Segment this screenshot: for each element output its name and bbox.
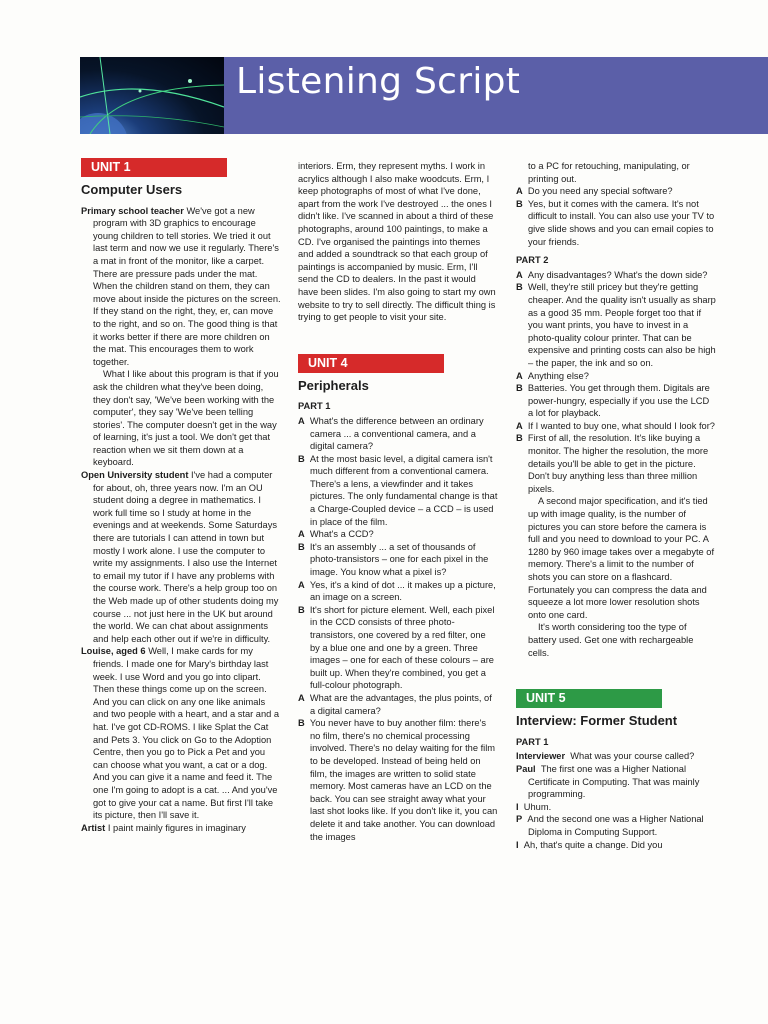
speech-text: Ah, that's quite a change. Did you — [523, 839, 663, 850]
speaker-name: Open University student — [81, 470, 189, 481]
dialogue-line — [516, 269, 716, 282]
dialogue-line — [516, 281, 716, 369]
dialogue-line — [516, 198, 716, 248]
speaker-label: B — [516, 282, 523, 293]
script-paragraph — [81, 469, 281, 645]
dialogue-line — [516, 370, 716, 383]
unit-5-title: Interview: Former Student — [516, 713, 678, 729]
speech-text: Do you need any special software? — [527, 186, 673, 197]
network-lines-graphic — [80, 57, 224, 134]
speaker-name: Louise, aged 6 — [81, 646, 146, 657]
script-paragraph: A second major specification, and it's tied up with image quality, is the number of pictures you can store before the camera is full and you need to download to your PC. A 1280 by 960 image takes over a megabyte of memory. There's a limit to the number of shots you can store on a flashcard. Fortunately you can compress the data and squeeze a lot more lower resolution shots onto one card. — [528, 496, 715, 620]
speech-text: What are the advantages, the plus points, of a digital camera? — [309, 692, 492, 716]
speech-text: The first one was a Higher National Certificate in Computing. That was mainly programming. — [528, 763, 700, 800]
unit-4-title: Peripherals — [298, 377, 369, 393]
dialogue-line — [298, 453, 498, 529]
script-paragraph — [81, 205, 281, 369]
script-paragraph — [81, 645, 281, 821]
script-paragraph: interiors. Erm, they represent myths. I work in acrylics although I also make woodcuts. Erm, I keep photographs of most of what I've done, apart from the work I've destroyed ... the ones I didn't like. I've scanned in about a third of these photographs, around 100 paintings, to make a CD. I've organised the paintings into themes and added a soundtrack so that each group of paintings is accompanied by music. Erm, I'll send the CD to dealers. In the past it would have been slides. I'm also going to start my own website to try to sell directly. The difficult thing is trying to get people to visit your site. — [298, 161, 496, 323]
speech-text: What's a CCD? — [309, 529, 374, 540]
unit-1-title: Computer Users — [81, 182, 183, 197]
speaker-label: B — [298, 718, 305, 729]
speech-text: You never have to buy another film: there's no film, there's no chemical processing involved. There's no delay waiting for the film to be developed. Instead of being held on film, the images are written to solid state memory. Most cameras have an LCD on the back. You can see straight away what your last shot looks like. If you don't like it, you can delete it and take another. You can download the images — [309, 718, 498, 842]
speaker-label: I — [516, 839, 519, 850]
speech-text: If I wanted to buy one, what should I look for? — [527, 420, 715, 431]
speech-text: First of all, the resolution. It's like buying a monitor. The higher the resolution, the more details you'll be able to get in the picture. Don't buy anything less than three million pixels. — [527, 433, 709, 494]
speech-text: I paint mainly figures in imaginary — [107, 822, 246, 833]
speech-text: What's the difference between an ordinary camera ... a conventional camera, and a digital camera? — [309, 415, 484, 452]
speech-text: We've got a new program with 3D graphics to encourage young children to tell stories. We tried it out last term and now we use it regularly. There's a mat in front of the monitor, like a carpet. There are pressure pads under the mat. When the children stand on them, they can move about inside the pictures on the screen. If they stand on the right, they, er, can move to the right, and so on. The good thing is that it works better if there are more children on the mat. This encourages them to work together. — [93, 205, 281, 367]
page-title: Listening Script — [236, 61, 521, 102]
script-paragraph — [81, 822, 281, 835]
earth-network-image — [80, 57, 224, 134]
speaker-label: A — [298, 529, 305, 540]
header-banner — [80, 57, 768, 134]
part-heading: PART 1 — [298, 401, 331, 412]
dialogue-line — [298, 692, 498, 717]
speech-text: Uhum. — [523, 801, 552, 812]
speech-text: Yes, it's a kind of dot ... it makes up a picture, an image on a screen. — [309, 579, 496, 603]
speaker-label: A — [516, 420, 523, 431]
speaker-name: Primary school teacher — [81, 205, 184, 216]
speech-text: At the most basic level, a digital camera isn't much different from a conventional camera. There's a lens, a viewfinder and it takes pictures. The only fundamental change is that a Charge-Coupled device – a CCD – is used in place of the film. — [309, 453, 498, 527]
speech-text: Any disadvantages? What's the down side? — [527, 269, 708, 280]
dialogue-line — [298, 541, 498, 579]
speaker-name: Artist — [81, 822, 106, 833]
dialogue-line — [516, 750, 716, 763]
dialogue-line — [298, 415, 498, 453]
dialogue-line — [516, 432, 716, 495]
speaker-label: A — [516, 269, 523, 280]
speaker-label: A — [298, 579, 305, 590]
dialogue-line — [298, 528, 498, 541]
speaker-label: A — [298, 415, 305, 426]
part-heading: PART 1 — [516, 736, 549, 747]
speech-text: I've had a computer for about, oh, three years now. I'm an OU student doing a degree in mathematics. I work full time so I study at home in the evenings and at weekends. Some Saturdays there are tutorials I can attend in town but mostly I work alone. I use the computer to write my assignments. I also use the Internet to email my tutor if I have any problems with the course work. There's a help group too on the Web made up of other students doing my course ... not just here in the UK but around the world. We can chat about assignments and help each other out if we're in difficulty. — [93, 470, 279, 644]
speech-text: What was your course called? — [570, 751, 695, 762]
speech-text: Well, I make cards for my friends. I made one for Mary's birthday last week. I use Word and you go into clipart. Then these things come up on the screen. And you can click on any one like animals and two people with a heart, and a star and a hat. I've got CD-ROMS. I like Splat the Cat and Pets 3. You click on Go to the Adoption Centre, then you go to Pick a Pet and you can choose what you want, a cat or a dog. And you can give it a name and feed it. The one I'm going to adopt is a cat. ... And you've got to give your cat a name. But first I'll take its picture, then I'll save it. — [93, 646, 280, 821]
speaker-label: A — [516, 370, 523, 381]
script-paragraph: It's worth considering too the type of battery used. Get one with rechargeable cells. — [528, 622, 694, 658]
speech-text: Well, they're still pricey but they're getting cheaper. And the quality isn't usually as sharp as a good 35 mm. People forget too that if you want prints, you have to invest in a photo-quality colour printer. That can be expensive and printing costs can also be high – the paper, the ink and so on. — [527, 282, 716, 368]
unit-5-label: UNIT 5 — [516, 689, 662, 708]
speaker-label: A — [516, 186, 523, 197]
part-heading: PART 2 — [516, 255, 549, 266]
speech-text: And the second one was a Higher National Diploma in Computing Support. — [527, 814, 704, 837]
dialogue-line — [516, 185, 716, 198]
column-3 — [516, 160, 716, 851]
dialogue-line — [298, 579, 498, 604]
speaker-label: B — [516, 433, 523, 444]
speech-text: What I like about this program is that if you ask the children what they've been doing, they don't say, 'We've been working with the computer', they say 'We've been telling stories'. The computer doesn't get in the way of learning, it's just a tool. We don't get that reaction when we sit them down at a keyboard. — [93, 369, 279, 468]
speaker-label: B — [298, 604, 305, 615]
speaker-label: B — [516, 198, 523, 209]
script-paragraph: to a PC for retouching, manipulating, or printing out. — [528, 161, 690, 184]
dialogue-line — [298, 717, 498, 843]
speaker-label: Paul — [516, 763, 536, 774]
speech-text: It's short for picture element. Well, each pixel in the CCD consists of three photo-transistors, one covered by a red filter, one by a blue one and one by a green. Three images – one for each of these colours – are built up. When they're combined, you get a full-colour photograph. — [309, 604, 495, 691]
speaker-label: B — [298, 541, 305, 552]
speaker-label: B — [516, 383, 523, 394]
speech-text: It's an assembly ... a set of thousands of photo-transistors – one for each pixel in the image. You know what a pixel is? — [309, 541, 489, 578]
dialogue-line — [516, 839, 716, 852]
dialogue-line — [516, 801, 716, 814]
dialogue-line — [516, 382, 716, 420]
column-1 — [81, 158, 281, 834]
speaker-label: A — [298, 692, 305, 703]
speaker-label: B — [298, 453, 305, 464]
speaker-label: P — [516, 814, 523, 825]
speaker-label: Interviewer — [516, 751, 566, 762]
dialogue-line — [298, 604, 498, 692]
unit-4-label: UNIT 4 — [298, 354, 444, 373]
dialogue-line — [516, 420, 716, 433]
script-paragraph — [81, 368, 281, 469]
dialogue-line — [516, 813, 716, 838]
unit-1-label: UNIT 1 — [81, 158, 227, 177]
speaker-label: I — [516, 801, 519, 812]
speech-text: Yes, but it comes with the camera. It's not difficult to install. You can also use your TV to give slide shows and you can email copies to your friends. — [527, 198, 715, 247]
dialogue-line — [516, 763, 716, 801]
column-2 — [298, 160, 498, 843]
speech-text: Anything else? — [527, 370, 589, 381]
speech-text: Batteries. You get through them. Digitals are power-hungry, especially if you use the LCD a lot for playback. — [527, 383, 710, 419]
